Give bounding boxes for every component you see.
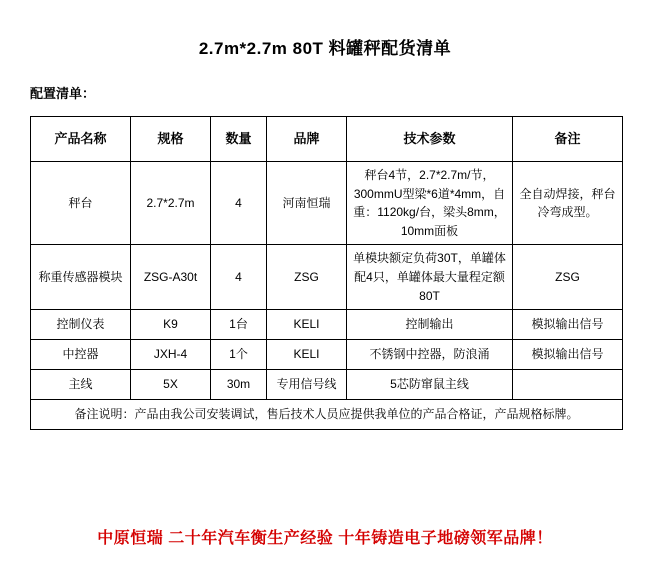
column-header-params: 技术参数 bbox=[347, 117, 513, 162]
cell-qty: 1个 bbox=[211, 340, 267, 370]
cell-brand: 河南恒瑞 bbox=[267, 162, 347, 245]
footer-slogan: 中原恒瑞 二十年汽车衡生产经验 十年铸造电子地磅领军品牌！ bbox=[97, 530, 553, 547]
document-page bbox=[0, 34, 650, 574]
column-header-qty: 数量 bbox=[211, 117, 267, 162]
table-row bbox=[31, 162, 623, 245]
cell-brand: 专用信号线 bbox=[267, 370, 347, 400]
cell-params: 单模块额定负荷30T，单罐体配4只，单罐体最大量程定额80T bbox=[347, 245, 513, 310]
cell-params: 控制输出 bbox=[347, 310, 513, 340]
cell-spec: ZSG-A30t bbox=[131, 245, 211, 310]
table-row bbox=[31, 310, 623, 340]
cell-spec: 2.7*2.7m bbox=[131, 162, 211, 245]
cell-remark: ZSG bbox=[513, 245, 623, 310]
cell-brand: ZSG bbox=[267, 245, 347, 310]
cell-spec: K9 bbox=[131, 310, 211, 340]
cell-product-name: 中控器 bbox=[31, 340, 131, 370]
cell-qty: 4 bbox=[211, 245, 267, 310]
page-title: 2.7m*2.7m 80T 料罐秤配货清单 bbox=[198, 39, 452, 58]
cell-product-name: 主线 bbox=[31, 370, 131, 400]
cell-params: 不锈钢中控器，防浪涌 bbox=[347, 340, 513, 370]
cell-product-name: 称重传感器模块 bbox=[31, 245, 131, 310]
table-remark-row bbox=[31, 400, 623, 430]
cell-brand: KELI bbox=[267, 340, 347, 370]
column-header-name: 产品名称 bbox=[31, 117, 131, 162]
cell-qty: 1台 bbox=[211, 310, 267, 340]
cell-remark bbox=[513, 370, 623, 400]
column-header-spec: 规格 bbox=[131, 117, 211, 162]
table-row bbox=[31, 245, 623, 310]
remark-note: 备注说明：产品由我公司安装调试，售后技术人员应提供我单位的产品合格证，产品规格标牌。 bbox=[31, 400, 623, 430]
cell-spec: JXH-4 bbox=[131, 340, 211, 370]
section-subtitle: 配置清单： bbox=[30, 86, 96, 101]
table-header-row bbox=[31, 117, 623, 162]
cell-params: 秤台4节，2.7*2.7m/节，300mmU型梁*6道*4mm，自重：1120kg/台，梁头8mm，10mm面板 bbox=[347, 162, 513, 245]
cell-product-name: 秤台 bbox=[31, 162, 131, 245]
table-row bbox=[31, 370, 623, 400]
column-header-remark: 备注 bbox=[513, 117, 623, 162]
cell-product-name: 控制仪表 bbox=[31, 310, 131, 340]
cell-brand: KELI bbox=[267, 310, 347, 340]
cell-qty: 30m bbox=[211, 370, 267, 400]
table-row bbox=[31, 340, 623, 370]
cell-qty: 4 bbox=[211, 162, 267, 245]
cell-remark: 模拟输出信号 bbox=[513, 340, 623, 370]
cell-remark: 模拟输出信号 bbox=[513, 310, 623, 340]
cell-remark: 全自动焊接，秤台冷弯成型。 bbox=[513, 162, 623, 245]
spec-table bbox=[30, 116, 623, 430]
cell-params: 5芯防窜鼠主线 bbox=[347, 370, 513, 400]
cell-spec: 5X bbox=[131, 370, 211, 400]
column-header-brand: 品牌 bbox=[267, 117, 347, 162]
